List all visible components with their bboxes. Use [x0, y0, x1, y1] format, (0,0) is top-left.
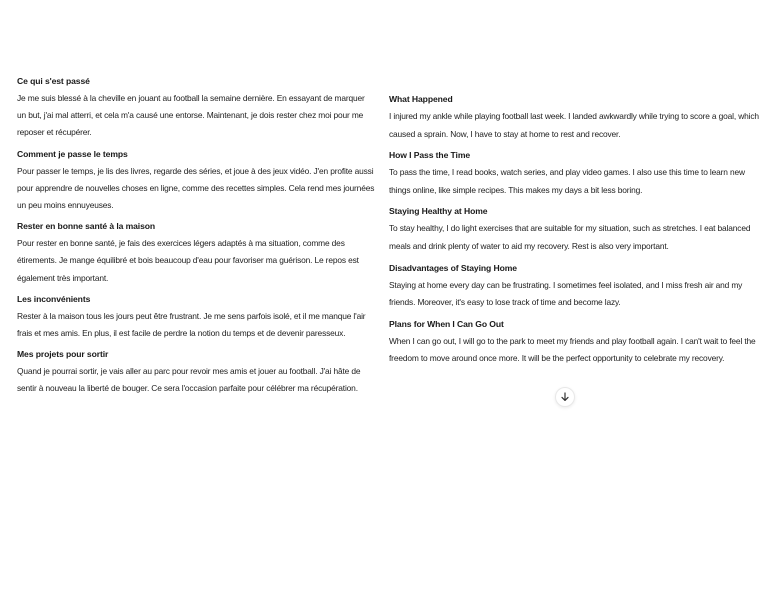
- english-column: [389, 0, 759, 374]
- section-heading: Comment je passe le temps: [17, 148, 128, 159]
- scroll-down-button[interactable]: [555, 387, 575, 407]
- section-text: Je me suis blessé à la cheville en jouant au football la semaine dernière. En essayant de marquer un but, j'ai mal atterri, et cela m'a causé une entorse. Maintenant, je dois rester chez moi pour me reposer et récupérer.: [17, 93, 365, 138]
- section-text: To stay healthy, I do light exercises that are suitable for my situation, such as stretches. I eat balanced meals and drink plenty of water to aid my recovery. Rest is also very important.: [389, 223, 751, 251]
- section-heading: Ce qui s'est passé: [17, 76, 90, 86]
- french-section-what-happened: [17, 75, 375, 142]
- french-section-healthy: [17, 220, 375, 287]
- section-heading: Plans for When I Can Go Out: [389, 318, 504, 329]
- section-text: To pass the time, I read books, watch series, and play video games. I also use this time to learn new things online, like simple recipes. This makes my days a bit less boring.: [389, 167, 745, 195]
- section-heading: Staying Healthy at Home: [389, 206, 488, 217]
- section-text: When I can go out, I will go to the park to meet my friends and play football again. I can't wait to feel the freedom to move around once more. It will be the perfect opportunity to celebrate my recovery.: [389, 335, 756, 364]
- french-section-pass-time: [17, 148, 375, 215]
- arrow-down-icon: [560, 392, 570, 402]
- french-section-plans: [17, 348, 375, 397]
- section-text: Quand je pourrai sortir, je vais aller au parc pour revoir mes amis et jouer au football. J'ai hâte de sentir à nouveau la liberté de bouger. Ce sera l'occasion parfaite pour célébrer ma récupération.: [17, 366, 361, 394]
- section-heading: Mes projets pour sortir: [17, 349, 109, 360]
- section-heading: What Happened: [389, 94, 453, 104]
- section-text: Staying at home every day can be frustrating. I sometimes feel isolated, and I miss fresh air and my friends. Moreover, it's easy to lose track of time and become lazy.: [389, 279, 743, 308]
- english-section-what-happened: [389, 93, 759, 143]
- section-text: Pour passer le temps, je lis des livres, regarde des séries, et joue à des jeux vidéo. J'en profite aussi pour apprendre de nouvelles choses en ligne, comme des recettes simples. Cela rend mes journées un peu moins ennuyeuses.: [17, 165, 375, 211]
- section-text: I injured my ankle while playing football last week. I landed awkwardly while trying to score a goal, which caused a sprain. Now, I have to stay at home to rest and recover.: [389, 111, 759, 139]
- french-column: [17, 0, 375, 404]
- english-section-plans: [389, 318, 759, 368]
- section-heading: Disadvantages of Staying Home: [389, 262, 517, 273]
- section-heading: How I Pass the Time: [389, 150, 471, 161]
- section-text: Pour rester en bonne santé, je fais des exercices légers adaptés à ma situation, comme des étirements. Je mange équilibré et bois beaucoup d'eau pour favoriser ma guérison. Le repos est également très important.: [17, 238, 359, 283]
- english-section-pass-time: [389, 149, 759, 199]
- section-heading: Les inconvénients: [17, 293, 91, 304]
- english-section-disadvantages: [389, 262, 759, 312]
- section-heading: Rester en bonne santé à la maison: [17, 221, 156, 232]
- french-section-disadvantages: [17, 293, 375, 342]
- english-section-healthy: [389, 205, 759, 255]
- section-text: Rester à la maison tous les jours peut être frustrant. Je me sens parfois isolé, et il me manque l'air frais et mes amis. En plus, il est facile de perdre la notion du temps et de devenir paresseux.: [17, 310, 366, 339]
